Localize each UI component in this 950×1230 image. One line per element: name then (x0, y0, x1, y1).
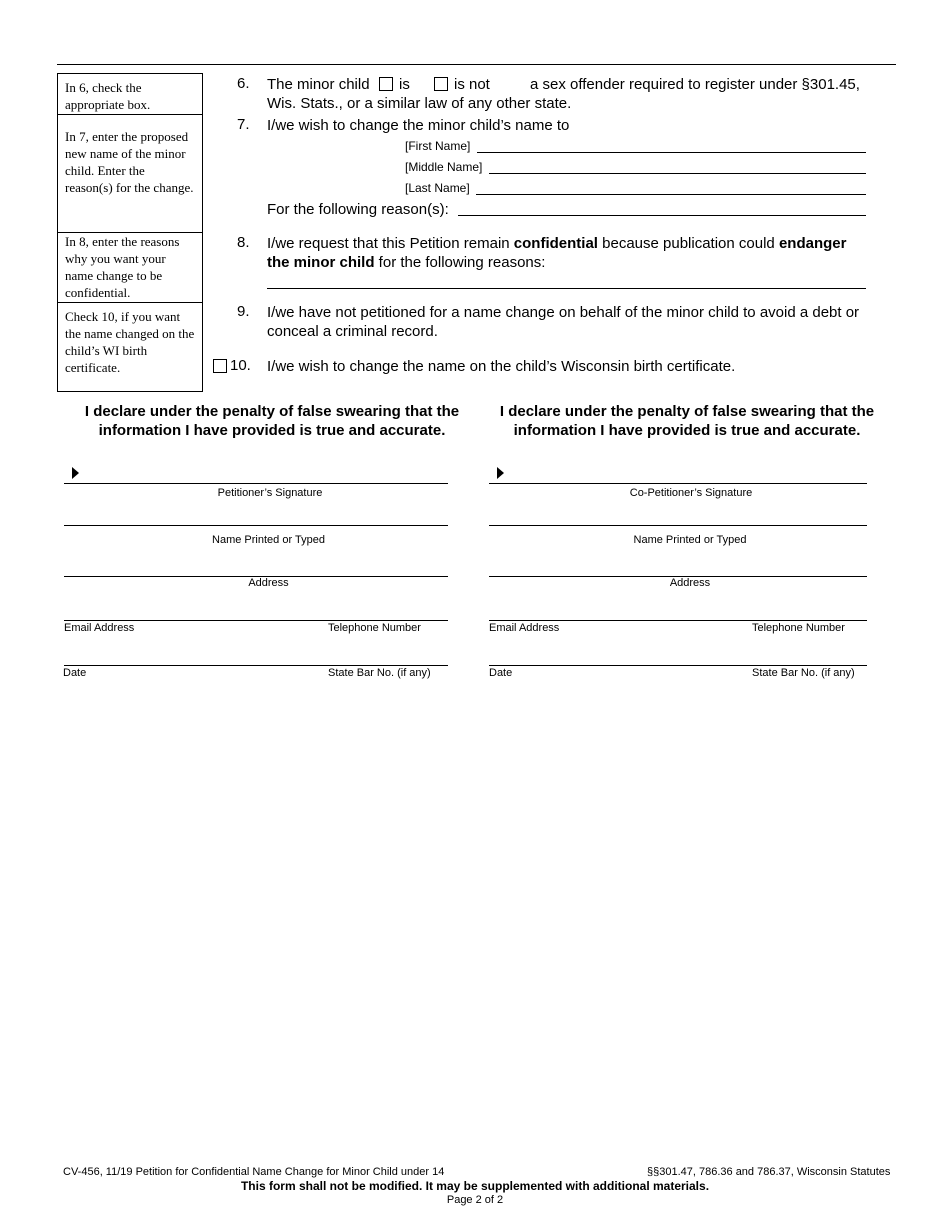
middle-name-label: [Middle Name] (405, 160, 483, 174)
top-rule (57, 64, 896, 65)
sidebar-box-8-text: In 8, enter the reasons why you want your name change to be confidential. (65, 234, 180, 300)
co-petitioner-email-label: Email Address (489, 622, 560, 634)
is-label: is (399, 76, 410, 93)
first-name-label: [First Name] (405, 139, 471, 153)
petitioner-email-label: Email Address (64, 622, 135, 634)
sidebar-box-6-text: In 6, check the appropriate box. (65, 80, 151, 112)
is-not-label: is not (454, 76, 490, 93)
petitioner-date-bar-field[interactable] (64, 665, 448, 666)
co-petitioner-name-field[interactable] (489, 525, 867, 526)
petitioner-signature-label: Petitioner’s Signature (217, 487, 323, 499)
footer-page-number: Page 2 of 2 (446, 1194, 504, 1206)
petitioner-phone-label: Telephone Number (328, 622, 421, 634)
confidential-reasons-field[interactable] (267, 288, 866, 289)
petitioner-bar-label: State Bar No. (if any) (328, 667, 431, 679)
co-petitioner-signature-field[interactable] (489, 483, 867, 484)
petitioner-name-field[interactable] (64, 525, 448, 526)
declaration-left: I declare under the penalty of false swearing that the information I have provided is true and accurate. (84, 403, 460, 439)
is-checkbox[interactable] (379, 77, 393, 91)
footer-form-id: CV-456, 11/19 Petition for Confidential Name Change for Minor Child under 14 (63, 1166, 445, 1178)
co-petitioner-email-phone-field[interactable] (489, 620, 867, 621)
item-6-rest-line2: Wis. Stats., or a similar law of any other state. (267, 95, 572, 112)
declaration-right: I declare under the penalty of false swearing that the information I have provided is true and accurate. (499, 403, 875, 439)
middle-name-field[interactable] (489, 173, 866, 174)
item-6-rest-line1: a sex offender required to register under §301.45, (530, 76, 860, 93)
item-7-text: I/we wish to change the minor child’s name to (267, 117, 570, 134)
petitioner-name-label: Name Printed or Typed (212, 534, 325, 546)
item-8-text-2: because publication could (597, 235, 779, 252)
footer-statutes: §§301.47, 786.36 and 786.37, Wisconsin Statutes (647, 1166, 891, 1178)
sidebar-box-7 (57, 114, 203, 233)
co-petitioner-phone-label: Telephone Number (752, 622, 845, 634)
item-8-line2 (267, 253, 545, 272)
item-9-line2: conceal a criminal record. (267, 323, 438, 340)
item-7-number: 7. (237, 116, 250, 133)
minor-child-bold: the minor child (267, 254, 375, 271)
signature-arrow-left-icon (72, 467, 79, 479)
footer-notice: This form shall not be modified. It may be supplemented with additional materials. (240, 1179, 710, 1193)
birth-certificate-checkbox[interactable] (213, 359, 227, 373)
reasons-label: For the following reason(s): (267, 201, 449, 218)
sidebar-box-6 (57, 73, 203, 115)
item-8-text-3: for the following reasons: (374, 254, 546, 271)
reasons-field[interactable] (458, 215, 866, 216)
is-not-checkbox[interactable] (434, 77, 448, 91)
petitioner-signature-field[interactable] (64, 483, 448, 484)
item-6-number: 6. (237, 75, 250, 92)
item-6-lead: The minor child (267, 76, 370, 93)
last-name-field[interactable] (476, 194, 866, 195)
co-petitioner-date-label: Date (489, 667, 513, 679)
sidebar-box-7-text: In 7, enter the proposed new name of the minor child. Enter the reason(s) for the change. (65, 129, 194, 195)
confidential-bold: confidential (513, 235, 598, 252)
petitioner-address-label: Address (248, 577, 289, 589)
item-10-text: I/we wish to change the name on the child’s Wisconsin birth certificate. (267, 358, 736, 375)
last-name-label: [Last Name] (405, 181, 470, 195)
petitioner-date-label: Date (63, 667, 87, 679)
signature-arrow-right-icon (497, 467, 504, 479)
co-petitioner-name-label: Name Printed or Typed (633, 534, 747, 546)
item-9-number: 9. (237, 303, 250, 320)
sidebar-box-10 (57, 302, 203, 392)
co-petitioner-address-label: Address (669, 577, 711, 589)
endanger-bold: endanger (778, 235, 847, 252)
item-8-line1 (267, 234, 846, 253)
item-9-line1: I/we have not petitioned for a name change on behalf of the minor child to avoid a debt or (267, 304, 860, 321)
sidebar-box-10-text: Check 10, if you want the name changed on the child’s WI birth certificate. (65, 309, 195, 375)
co-petitioner-bar-label: State Bar No. (if any) (752, 667, 855, 679)
co-petitioner-date-bar-field[interactable] (489, 665, 867, 666)
petitioner-email-phone-field[interactable] (64, 620, 448, 621)
item-8-text-1: I/we request that this Petition remain (267, 235, 514, 252)
item-8-number: 8. (237, 234, 250, 251)
first-name-field[interactable] (477, 152, 866, 153)
sidebar-box-8 (57, 232, 203, 303)
item-10-number: 10. (230, 357, 251, 374)
co-petitioner-signature-label: Co-Petitioner’s Signature (629, 487, 753, 499)
